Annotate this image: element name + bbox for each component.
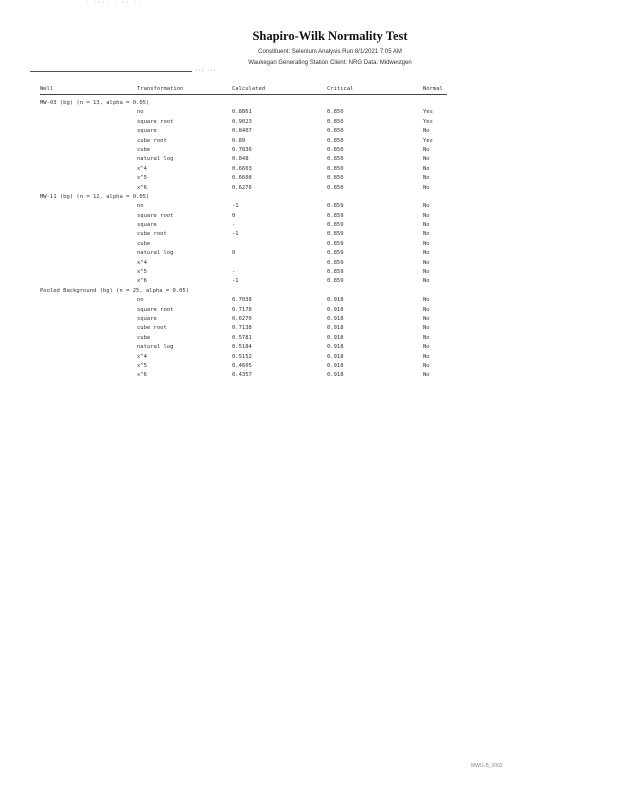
document-footer-id: MWG-B_0002 [471,763,503,769]
transformation-cell: natural log [137,156,174,163]
critical-cell: 0.918 [327,325,344,332]
table-row [40,174,460,183]
critical-cell: 0.859 [327,231,344,238]
table-row [40,221,460,230]
table-row [40,371,460,380]
transformation-cell: x^5 [137,362,147,369]
table-row [40,165,460,174]
calculated-cell: 0.7138 [232,325,252,332]
normal-cell: No [423,128,430,135]
calculated-cell: 0.9023 [232,118,252,125]
normal-cell: No [423,156,430,163]
transformation-cell: square [137,128,157,135]
table-row [40,118,460,127]
calculated-cell: - [232,269,236,276]
calculated-cell: -1 [232,278,239,285]
transformation-cell: cube root [137,325,167,332]
critical-cell: 0.859 [327,269,344,276]
transformation-cell: x^4 [137,353,147,360]
calculated-cell: 0 [232,212,236,219]
transformation-cell: x^6 [137,372,147,379]
critical-cell: 0.850 [327,109,344,116]
transformation-cell: square root [137,212,174,219]
calculated-cell: 0.6270 [232,315,252,322]
calculated-cell: 0.5184 [232,344,252,351]
normal-cell: No [423,240,430,247]
normal-cell: No [423,278,430,285]
normal-cell: Yes [423,137,433,144]
calculated-cell: -1 [232,203,239,210]
calculated-cell: -1 [232,231,239,238]
column-header-well: Well [40,86,54,92]
well-group-label: MW-11 (bg) (n = 12, alpha = 0.05) [40,193,150,200]
critical-cell: 0.850 [327,118,344,125]
critical-cell: 0.918 [327,306,344,313]
table-row [40,249,460,258]
table-row [40,334,460,343]
column-header-calculated: Calculated [232,86,266,92]
transformation-cell: cube root [137,137,167,144]
critical-cell: 0.859 [327,222,344,229]
column-header-critical: Critical [327,86,354,92]
calculated-cell: 0.7178 [232,306,252,313]
table-row [40,324,460,333]
calculated-cell: 0.8407 [232,128,252,135]
transformation-cell: no [137,297,144,304]
critical-cell: 0.850 [327,137,344,144]
transformation-cell: cube [137,146,151,153]
critical-cell: 0.850 [327,156,344,163]
well-group-label: Pooled Background (bg) (n = 25, alpha = 0.05) [40,287,190,294]
critical-cell: 0.918 [327,362,344,369]
transformation-cell: no [137,203,144,210]
calculated-cell: 0.89 [232,137,246,144]
column-header-rule [40,94,447,95]
table-row [40,212,460,221]
transformation-cell: square [137,315,157,322]
transformation-cell: square root [137,118,174,125]
table-row [40,315,460,324]
critical-cell: 0.859 [327,250,344,257]
table-row [40,268,460,277]
critical-cell: 0.918 [327,334,344,341]
calculated-cell: 0.7038 [232,297,252,304]
table-row [40,343,460,352]
transformation-cell: cube [137,334,151,341]
transformation-cell: cube [137,240,151,247]
report-subtitle-1: Constituent: Selenium Analysis Run 8/1/2021 7:05 AM [258,49,402,55]
results-table [40,99,460,381]
critical-cell: 0.850 [327,165,344,172]
critical-cell: 0.859 [327,212,344,219]
transformation-cell: x^5 [137,269,147,276]
normal-cell: No [423,315,430,322]
table-row [40,353,460,362]
critical-cell: 0.850 [327,128,344,135]
calculated-cell: 0.5781 [232,334,252,341]
transformation-cell: x^6 [137,184,147,191]
normal-cell: No [423,146,430,153]
normal-cell: No [423,344,430,351]
critical-cell: 0.859 [327,259,344,266]
normal-cell: No [423,353,430,360]
calculated-cell: - [232,222,236,229]
table-row [40,127,460,136]
column-header-transformation: Transformation [137,86,184,92]
table-row [40,240,460,249]
critical-cell: 0.859 [327,240,344,247]
transformation-cell: square root [137,306,174,313]
critical-cell: 0.918 [327,372,344,379]
transformation-cell: square [137,222,157,229]
normal-cell: Yes [423,109,433,116]
calculated-cell: 0.6276 [232,184,252,191]
transformation-cell: no [137,109,144,116]
transformation-cell: x^6 [137,278,147,285]
table-row [40,184,460,193]
normal-cell: No [423,203,430,210]
table-row [40,230,460,239]
normal-cell: No [423,372,430,379]
table-row [40,202,460,211]
critical-cell: 0.850 [327,146,344,153]
critical-cell: 0.918 [327,297,344,304]
calculated-cell: 0.848 [232,156,249,163]
transformation-cell: natural log [137,344,174,351]
calculated-cell: 0.5152 [232,353,252,360]
normal-cell: No [423,259,430,266]
normal-cell: No [423,212,430,219]
table-row [40,155,460,164]
calculated-cell: 0.6603 [232,165,252,172]
calculated-cell: 0.4357 [232,372,252,379]
transformation-cell: x^5 [137,175,147,182]
critical-cell: 0.859 [327,278,344,285]
normal-cell: No [423,334,430,341]
table-row [40,306,460,315]
normal-cell: No [423,250,430,257]
calculated-cell: 0.8861 [232,109,252,116]
well-group-label: MW-03 (bg) (n = 13, alpha = 0.05) [40,100,150,106]
table-row [40,296,460,305]
transformation-cell: x^4 [137,165,147,172]
critical-cell: 0.850 [327,184,344,191]
calculated-cell: 0.4605 [232,362,252,369]
table-row [40,146,460,155]
table-row [40,108,460,117]
table-row [40,259,460,268]
normal-cell: No [423,362,430,369]
critical-cell: 0.850 [327,175,344,182]
normal-cell: No [423,306,430,313]
calculated-cell: 0.7836 [232,146,252,153]
calculated-cell: 0 [232,250,236,257]
normal-cell: No [423,325,430,332]
column-header-normal: Normal [423,86,443,92]
table-row [40,137,460,146]
normal-cell: No [423,165,430,172]
normal-cell: No [423,222,430,229]
header-rule [30,71,192,72]
normal-cell: Yes [423,118,433,125]
critical-cell: 0.859 [327,203,344,210]
calculated-cell: 0.6608 [232,175,252,182]
transformation-cell: cube root [137,231,167,238]
normal-cell: No [423,297,430,304]
top-mark: · ···· · ·· ·· [86,0,143,6]
table-row [40,362,460,371]
critical-cell: 0.918 [327,353,344,360]
transformation-cell: natural log [137,250,174,257]
table-row [40,277,460,286]
normal-cell: No [423,269,430,276]
rule-label: ··· ··· [195,68,217,74]
report-title: Shapiro-Wilk Normality Test [252,29,408,43]
normal-cell: No [423,184,430,191]
critical-cell: 0.918 [327,344,344,351]
transformation-cell: x^4 [137,259,147,266]
report-subtitle-2: Waukegan Generating Station Client: NRG Data: Midwestgen [248,60,412,66]
critical-cell: 0.918 [327,315,344,322]
normal-cell: No [423,175,430,182]
normal-cell: No [423,231,430,238]
